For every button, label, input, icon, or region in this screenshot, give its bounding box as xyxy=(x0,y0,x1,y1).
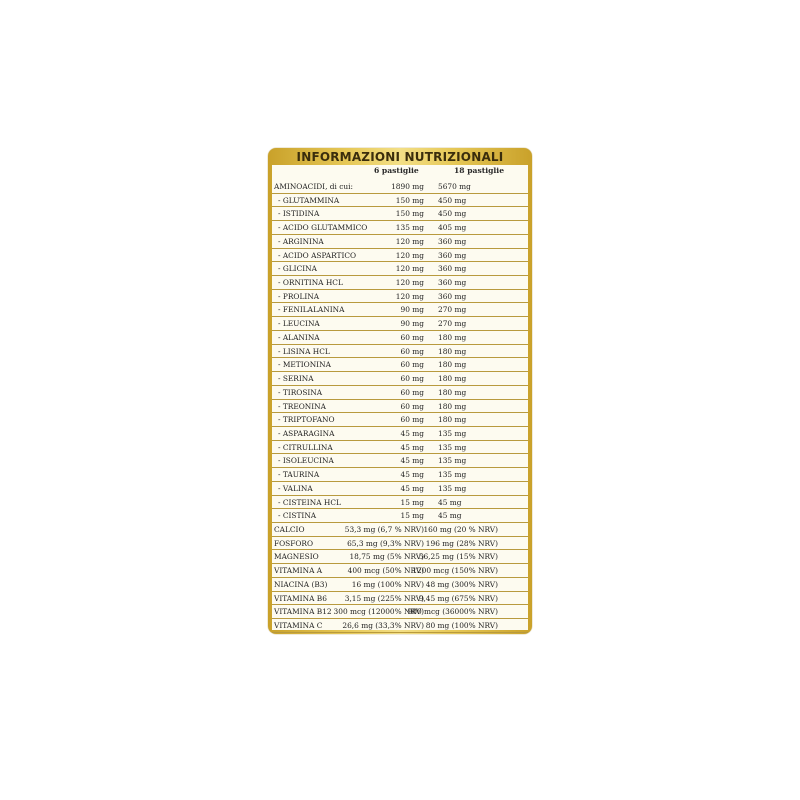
value-18-pastiglie: 196 mg (28% NRV) xyxy=(425,538,498,548)
value-18-pastiglie: 48 mg (300% NRV) xyxy=(425,579,498,589)
table-row xyxy=(272,523,528,537)
value-6-pastiglie: 150 mg xyxy=(395,195,424,205)
column-header-18: 18 pastiglie xyxy=(454,166,505,175)
nutrient-name: - ISTIDINA xyxy=(278,209,320,219)
value-6-pastiglie: 45 mg xyxy=(400,428,424,438)
nutrient-name: - METIONINA xyxy=(278,360,331,370)
value-6-pastiglie: 3,15 mg (225% NRV) xyxy=(344,593,424,603)
value-6-pastiglie: 53,3 mg (6,7 % NRV) xyxy=(344,524,424,534)
value-18-pastiglie: 5670 mg xyxy=(438,182,471,191)
value-6-pastiglie: 60 mg xyxy=(400,332,424,342)
value-18-pastiglie: 135 mg xyxy=(438,442,467,452)
nutrient-name: FOSFORO xyxy=(274,538,314,548)
nutrient-name: VITAMINA B12 xyxy=(274,607,332,617)
table-row xyxy=(272,468,528,482)
table-row xyxy=(272,537,528,551)
table-row xyxy=(272,221,528,235)
nutrient-name: NIACINA (B3) xyxy=(274,579,328,589)
value-18-pastiglie: 405 mg xyxy=(438,223,467,233)
table-row xyxy=(272,482,528,496)
table-row xyxy=(272,427,528,441)
value-18-pastiglie: 180 mg xyxy=(438,387,467,397)
table-row xyxy=(272,290,528,304)
nutrient-name: - TAURINA xyxy=(278,470,320,480)
nutrient-name: AMINOACIDI, di cui: xyxy=(274,182,354,191)
value-6-pastiglie: 60 mg xyxy=(400,401,424,411)
value-6-pastiglie: 60 mg xyxy=(400,387,424,397)
nutrient-name: - LISINA HCL xyxy=(278,346,330,356)
value-6-pastiglie: 120 mg xyxy=(395,291,424,301)
value-6-pastiglie: 45 mg xyxy=(400,442,424,452)
nutrient-name: - ASPARAGINA xyxy=(278,428,335,438)
nutrient-name: - LEUCINA xyxy=(278,319,320,329)
nutrient-name: - TRIPTOFANO xyxy=(278,415,335,425)
nutrient-name: - TREONINA xyxy=(278,401,326,411)
value-6-pastiglie: 45 mg xyxy=(400,470,424,480)
value-18-pastiglie: 56,25 mg (15% NRV) xyxy=(418,552,498,562)
nutrient-name: - GLUTAMMINA xyxy=(278,195,340,205)
value-18-pastiglie: 180 mg xyxy=(438,360,467,370)
table-row xyxy=(272,207,528,221)
nutrient-name: - ALANINA xyxy=(278,332,320,342)
table-row xyxy=(272,345,528,359)
table-row xyxy=(272,441,528,455)
value-6-pastiglie: 15 mg xyxy=(400,497,424,507)
table-row xyxy=(272,358,528,372)
table-row xyxy=(272,262,528,276)
value-6-pastiglie: 400 mcg (50% NRV) xyxy=(347,566,424,576)
nutrient-name: VITAMINA C xyxy=(274,621,323,630)
value-6-pastiglie: 65,3 mg (9,3% NRV) xyxy=(347,538,424,548)
table-row xyxy=(272,509,528,523)
value-18-pastiglie: 180 mg xyxy=(438,401,467,411)
nutrient-name: VITAMINA B6 xyxy=(274,593,327,603)
value-18-pastiglie: 450 mg xyxy=(438,195,467,205)
table-row xyxy=(272,454,528,468)
value-6-pastiglie: 45 mg xyxy=(400,456,424,466)
nutrition-panel xyxy=(268,148,532,634)
nutrient-name: - GLICINA xyxy=(278,264,317,274)
value-18-pastiglie: 45 mg xyxy=(438,511,462,521)
value-18-pastiglie: 180 mg xyxy=(438,415,467,425)
nutrient-name: - CISTEINA HCL xyxy=(278,497,341,507)
panel-title: INFORMAZIONI NUTRIZIONALI xyxy=(296,150,504,164)
table-row xyxy=(272,550,528,564)
value-6-pastiglie: 90 mg xyxy=(400,319,424,329)
table-row xyxy=(272,303,528,317)
nutrient-name: - ISOLEUCINA xyxy=(278,456,334,466)
table-row xyxy=(272,605,528,619)
value-6-pastiglie: 45 mg xyxy=(400,483,424,493)
value-6-pastiglie: 60 mg xyxy=(400,360,424,370)
value-18-pastiglie: 360 mg xyxy=(438,291,467,301)
value-18-pastiglie: 160 mg (20 % NRV) xyxy=(423,524,498,534)
nutrient-name: MAGNESIO xyxy=(274,552,319,562)
nutrient-name: - VALINA xyxy=(278,483,313,493)
table-row xyxy=(272,578,528,592)
value-18-pastiglie: 45 mg xyxy=(438,497,462,507)
nutrient-name: - FENILALANINA xyxy=(278,305,345,315)
nutrient-name: - CISTINA xyxy=(278,511,317,521)
value-18-pastiglie: 180 mg xyxy=(438,332,467,342)
value-18-pastiglie: 450 mg xyxy=(438,209,467,219)
nutrient-name: - ORNITINA HCL xyxy=(278,278,343,288)
table-row xyxy=(272,249,528,263)
column-header-6: 6 pastiglie xyxy=(374,166,419,175)
table-row xyxy=(272,372,528,386)
table-row xyxy=(272,619,528,633)
value-18-pastiglie: 180 mg xyxy=(438,374,467,384)
table-row xyxy=(272,180,528,194)
table-row xyxy=(272,564,528,578)
value-6-pastiglie: 150 mg xyxy=(395,209,424,219)
value-18-pastiglie: 270 mg xyxy=(438,305,467,315)
value-6-pastiglie: 120 mg xyxy=(395,236,424,246)
table-row xyxy=(272,386,528,400)
nutrient-name: - CITRULLINA xyxy=(278,442,333,452)
value-6-pastiglie: 120 mg xyxy=(395,278,424,288)
nutrient-name: - SERINA xyxy=(278,374,314,384)
value-18-pastiglie: 135 mg xyxy=(438,456,467,466)
value-6-pastiglie: 135 mg xyxy=(395,223,424,233)
value-18-pastiglie: 1200 mcg (150% NRV) xyxy=(412,566,498,576)
nutrient-name: - TIROSINA xyxy=(278,387,323,397)
value-18-pastiglie: 180 mg xyxy=(438,346,467,356)
value-6-pastiglie: 1890 mg xyxy=(391,182,424,191)
value-18-pastiglie: 360 mg xyxy=(438,278,467,288)
nutrition-table xyxy=(272,165,528,630)
value-18-pastiglie: 900 mcg (36000% NRV) xyxy=(407,607,498,617)
value-6-pastiglie: 15 mg xyxy=(400,511,424,521)
table-row xyxy=(272,400,528,414)
value-18-pastiglie: 270 mg xyxy=(438,319,467,329)
table-row xyxy=(272,413,528,427)
nutrient-name: - ARGININA xyxy=(278,236,324,246)
table-row xyxy=(272,276,528,290)
nutrient-name: - ACIDO GLUTAMMICO xyxy=(278,223,368,233)
value-6-pastiglie: 120 mg xyxy=(395,264,424,274)
value-18-pastiglie: 135 mg xyxy=(438,470,467,480)
table-row xyxy=(272,331,528,345)
table-body xyxy=(272,180,528,633)
table-row xyxy=(272,592,528,606)
value-6-pastiglie: 90 mg xyxy=(400,305,424,315)
nutrient-name: CALCIO xyxy=(274,524,305,534)
value-6-pastiglie: 60 mg xyxy=(400,415,424,425)
table-row xyxy=(272,496,528,510)
table-row xyxy=(272,235,528,249)
value-18-pastiglie: 80 mg (100% NRV) xyxy=(425,621,498,630)
value-18-pastiglie: 135 mg xyxy=(438,428,467,438)
value-6-pastiglie: 16 mg (100% NRV) xyxy=(351,579,424,589)
nutrient-name: - ACIDO ASPARTICO xyxy=(278,250,357,260)
value-6-pastiglie: 26,6 mg (33,3% NRV) xyxy=(342,621,424,630)
value-6-pastiglie: 300 mcg (12000% NRV) xyxy=(333,607,424,617)
value-18-pastiglie: 360 mg xyxy=(438,264,467,274)
table-row xyxy=(272,194,528,208)
value-6-pastiglie: 18,75 mg (5% NRV) xyxy=(349,552,424,562)
value-6-pastiglie: 120 mg xyxy=(395,250,424,260)
value-18-pastiglie: 135 mg xyxy=(438,483,467,493)
value-18-pastiglie: 360 mg xyxy=(438,236,467,246)
nutrient-name: VITAMINA A xyxy=(274,566,323,576)
value-6-pastiglie: 60 mg xyxy=(400,374,424,384)
table-row xyxy=(272,317,528,331)
value-6-pastiglie: 60 mg xyxy=(400,346,424,356)
value-18-pastiglie: 9,45 mg (675% NRV) xyxy=(418,593,498,603)
value-18-pastiglie: 360 mg xyxy=(438,250,467,260)
nutrient-name: - PROLINA xyxy=(278,291,320,301)
